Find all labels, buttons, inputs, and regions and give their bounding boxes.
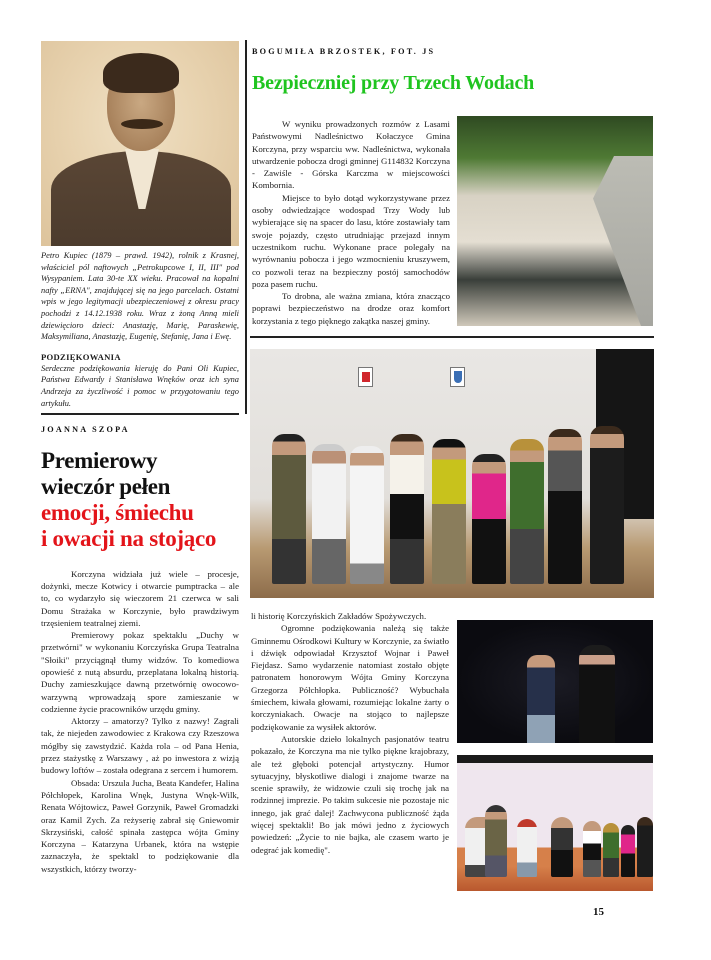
acknowledgements-heading: PODZIĘKOWANIA <box>41 351 121 362</box>
theatre-column-1 <box>41 568 239 875</box>
host-figure <box>527 655 555 743</box>
actor-figure <box>551 817 573 877</box>
portrait-caption: Petro Kupiec (1879 – prawd. 1942), rolnik z Krasnej, właściciel pól naftowych „Petrokupcowe I, II, III" pod Wysypaniem. Lata 30-te XX wieku. Pracował na kopalni nafty „ERNA", znajdującej się na jego parcelach. Ostatni wpis w jego legitymacji ubezpieczeniowej z okresu pracy pochodzi z 14.12.1938 roku. Wraz z żoną Anną mieli dziewięcioro dzieci: Anastazję, Marię, Paraskewię, Maksymiliana, Anastazję, Eugenię, Stefanię, Jana i Ewę. <box>41 251 239 342</box>
actor-figure <box>590 426 624 584</box>
road-article-body <box>252 118 450 327</box>
page-number: 15 <box>593 906 604 918</box>
title-line-red: i owacji na stojąco <box>41 525 217 551</box>
coat-of-arms-icon <box>450 367 465 387</box>
column-divider <box>245 40 247 414</box>
divider <box>250 336 654 338</box>
theatre-paragraph: Premierowy pokaz spektaklu „Duchy w przetwórni" w wykonaniu Korczyńska Grupa Teatralna "Słoiki" przyciągnął tłumy widzów. To komediowa opowieść z nutą absurdu, przeplatana lokalną historią. Duchy zamieszkujące dawną przetwórnię owocowo-warzywną wprowadzają spore zamieszanie w codzienne życie pracowników urzędu gminy. <box>41 630 239 714</box>
theatre-continuation: li historię Korczyńskich Zakładów Spożywczych. <box>251 611 427 621</box>
actor-figure <box>350 446 384 584</box>
actor-figure <box>548 429 582 584</box>
actor-figure <box>510 439 544 584</box>
theatre-paragraph: Korczyna widziała już wiele – procesje, dożynki, mecze Kotwicy i otwarcie pumptracka – ale to, co wydarzyło się wieczorem 21 czerwca w sali Domu Strażaka w Korczynie, było prawdziwym trzęsieniem teatralnej ziemi. <box>41 568 239 628</box>
actor-figure <box>312 444 346 584</box>
title-line: wieczór pełen <box>41 473 171 499</box>
portrait-hair <box>103 53 179 93</box>
acknowledgements-text: Serdeczne podziękowania kieruję do Pani Oli Kupiec, Państwa Edwardy i Stanisława Wnęków oraz ich syna Andrzeja za życzliwość i pomoc w przygotowaniu tego artykułu. <box>41 363 239 408</box>
theatre-column-2 <box>251 610 449 856</box>
hosts-photo <box>457 620 653 743</box>
cast-bow-photo <box>250 349 654 598</box>
road-paragraph: W wyniku prowadzonych rozmów z Lasami Państwowymi Nadleśnictwo Kołaczyce Gmina Korczyna, przy wsparciu ww. Nadleśnictwa, wykonała utwardzenie pobocza drogi gminnej G114832 Korczyna - Zawiśle - Górska Karczma w miejscowości Kombornia. <box>252 119 450 191</box>
title-line-red: emocji, śmiechu <box>41 499 194 525</box>
theatre-article-title <box>41 448 239 552</box>
left-column-stack <box>41 250 239 875</box>
divider <box>41 413 239 415</box>
road-article-title: Bezpieczniej przy Trzech Wodach <box>252 72 535 94</box>
actor-figure <box>517 819 537 877</box>
road-paragraph: Miejsce to było dotąd wykorzystywane przez osoby odwiedzające wodospad Trzy Wody lub wybierające się na spacer do lasu, które zostawiały tam swoje pojazdy, często utrudniając przejazd innym uczestnikom ruchu. Wykonane prace polegały na wyrównaniu pobocza i jego wzmocnieniu kruszywem, co pozwoli teraz na bezpieczny postój samochodów poza pasem ruchu. <box>252 192 450 289</box>
actor-figure <box>603 823 619 877</box>
roadside-photo <box>457 116 653 326</box>
actor-figure <box>637 817 653 877</box>
actor-figure <box>583 821 601 877</box>
theatre-article-byline: JOANNA SZOPA <box>41 424 130 434</box>
actor-figure <box>432 439 466 584</box>
actor-figure <box>485 805 507 877</box>
theatre-paragraph: Obsada: Urszula Jucha, Beata Kandefer, Halina Półchłopek, Karolina Wnęk, Justyna Wnęk-Wilk, Renata Wójtowicz, Paweł Gorzynik, Paweł Gromadzki oraz Kamil Zych. Za reżyserię zabrał się Gniewomir Skrzysiński, całość spinała zastępca wójta Gminy Korczyna – Katarzyna Urbanek, która na wstępie zaznaczyła, że spektakl to podziękowanie dla wszystkich, którzy tworzy- <box>41 777 239 874</box>
theatre-paragraph: Ogromne podziękowania należą się także Gminnemu Ośrodkowi Kultury w Korczynie, za światło i dźwięk odpowiadał Krzysztof Wojnar i Paweł Fiejdasz. Samo wydarzenie natomiast zostało objęte patronatem honorowym Wójta Gminy Korczyna Grzegorza Półchłopka. Publiczność? Wybuchała śmiechem, kiwała głowami, rozumiejąc lokalne żarty o korczyniakach. Owacje na stojąco to najlepsze podziękowanie za wysiłek aktorów. <box>251 623 449 732</box>
road-paragraph: To drobna, ale ważna zmiana, która znacząco poprawi bezpieczeństwo na drodze oraz komfort korzystania z tego pięknego zakątka naszej gminy. <box>252 291 450 326</box>
portrait-photo <box>41 41 239 246</box>
theatre-paragraph: Aktorzy – amatorzy? Tylko z nazwy! Zagrali tak, że niejeden zawodowiec z Krakowa czy Rzeszowa mógłby się zawstydzić. Każda rola – od Pana Henia, przez stażystkę z Warszawy , aż po inwestora z wizją budowy loftów – została odegrana z sercem i humorem. <box>41 716 239 776</box>
polish-emblem-icon <box>358 367 373 387</box>
title-line: Premierowy <box>41 447 158 473</box>
actor-figure <box>272 434 306 584</box>
road-article-byline: BOGUMIŁA BRZOSTEK, FOT. JS <box>252 47 436 56</box>
play-scene-photo <box>457 755 653 891</box>
host-figure <box>579 645 615 743</box>
actor-figure <box>621 825 635 877</box>
actor-figure <box>390 434 424 584</box>
actor-figure <box>472 454 506 584</box>
road-asphalt <box>593 156 653 326</box>
portrait-moustache <box>121 119 163 129</box>
theatre-paragraph: Autorskie dzieło lokalnych pasjonatów teatru pokazało, że Korczyna ma nie tylko piękne krajobrazy, ale też głęboki potencjał artystyczny. Humor sytuacyjny, błyskotliwe dialogi i znajome twarze na scenie sprawiły, że widzowie czuli się trochę jak na rodzinnej imprezie. Po takim sukcesie nie pozostaje nic innego, jak grać dalej! Zachwycona publiczność żąda więcej spektakli! Bo jak mówi jedno z życiowych powiedzeń: „Życie to nie bajka, ale czasem warto je odegrać jak komedię". <box>251 733 449 855</box>
